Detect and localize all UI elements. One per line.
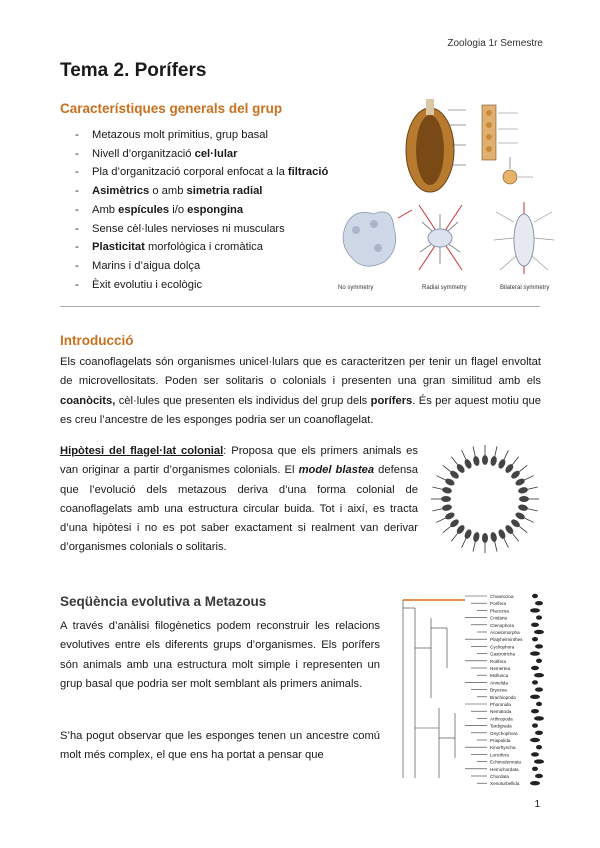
blastea-cell	[455, 524, 466, 536]
tree-taxon-label: Porifera	[490, 601, 507, 607]
blastea-cell	[463, 458, 473, 470]
taxon-silhouette-icon	[534, 759, 544, 763]
symmetry-figure	[334, 200, 560, 295]
blastea-flagellum	[462, 450, 466, 459]
caracteristiques-heading: Característiques generals del grup	[60, 101, 283, 116]
blastea-cell	[444, 511, 456, 521]
taxon-silhouette-icon	[536, 659, 542, 663]
taxon-silhouette-icon	[534, 630, 544, 634]
blastea-flagellum	[473, 542, 475, 552]
taxon-silhouette-icon	[535, 644, 543, 648]
tree-taxon-label: Ctenophora	[490, 622, 515, 628]
tree-taxon-label: Cycliophora	[490, 644, 515, 650]
sequencia-heading: Seqüència evolutiva a Metazous	[60, 594, 267, 609]
blastea-flagellum	[528, 487, 538, 489]
tree-taxon-label: Choanozoa	[490, 594, 514, 599]
blastea-cell	[482, 533, 488, 543]
tree-taxon-label: Nematoda	[490, 709, 512, 715]
taxon-silhouette-icon	[536, 615, 542, 619]
blastea-cell	[472, 455, 480, 466]
taxon-silhouette-icon	[534, 673, 544, 677]
tree-taxon-label: Onychophora	[490, 730, 518, 736]
taxon-silhouette-icon	[531, 623, 539, 627]
tree-taxon-label: Echinodermata	[490, 759, 521, 765]
blastea-flagellum	[504, 539, 508, 548]
blastea-cell	[441, 504, 452, 512]
blastea-flagellum	[512, 457, 518, 465]
blastea-flagellum	[495, 542, 497, 552]
taxon-silhouette-icon	[530, 608, 540, 612]
introduccio-heading: Introducció	[60, 333, 134, 348]
taxon-silhouette-icon	[532, 767, 538, 771]
blastea-cell	[510, 469, 522, 480]
blastea-cell	[514, 477, 526, 487]
tree-taxon-label: Chordata	[490, 774, 509, 779]
blastea-figure	[428, 440, 543, 558]
caracteristica-item: - Èxit evolutiu i ecològic	[60, 276, 350, 295]
blastea-cell	[504, 463, 515, 475]
blastea-flagellum	[504, 450, 508, 459]
blastea-cell	[490, 455, 498, 466]
hipotesi-title: Hipòtesi del flagel·lat colonial	[60, 445, 224, 457]
tree-taxon-label: Loricifera	[490, 752, 509, 758]
blastea-cell	[490, 531, 498, 542]
symmetry-label-radial: Radial symmetry	[422, 285, 467, 291]
blastea-flagellum	[519, 526, 527, 532]
blastea-flagellum	[436, 476, 445, 480]
introduccio-paragraph: Els coanoflagelats són organismes unicel·lulars que es caracteritzen per tenir un flagel envoltat de microvellositats. Poden ser solitaris o colonials i presenten una gran similitud amb els coanòcits, cèl·lules que presenten els individus del grup dels porífers. És per aquest motiu que es creu l’ancestre de les esponges podria ser un coanoflagelat.	[60, 356, 541, 426]
tree-taxon-label: Mollusca	[490, 673, 509, 679]
blastea-flagellum	[432, 509, 442, 511]
blastea-flagellum	[525, 518, 534, 522]
blastea-flagellum	[443, 465, 451, 471]
page-number: 1	[534, 799, 540, 810]
blastea-flagellum	[512, 533, 518, 541]
caracteristica-item: - Plasticitat morfològica i cromàtica	[60, 238, 350, 257]
caracteristiques-list	[60, 126, 350, 294]
taxon-silhouette-icon	[532, 680, 538, 684]
blastea-flagellum	[432, 487, 442, 489]
taxon-silhouette-icon	[535, 731, 543, 735]
tree-taxon-label: Phoronida	[490, 702, 511, 707]
taxon-silhouette-icon	[534, 716, 544, 720]
blastea-flagellum	[451, 533, 457, 541]
taxon-silhouette-icon	[531, 752, 539, 756]
tree-taxon-label: Nemertea	[490, 666, 511, 671]
blastea-cell	[517, 504, 528, 512]
blastea-cell	[519, 496, 529, 502]
blastea-flagellum	[495, 446, 497, 456]
blastea-cell	[514, 511, 526, 521]
tree-taxon-label: Platyhelminthes	[490, 637, 523, 643]
tree-taxon-label: Annelida	[490, 680, 508, 686]
taxon-silhouette-icon	[530, 695, 540, 699]
tree-taxon-label: Rotifera	[490, 658, 507, 664]
blastea-cell	[472, 531, 480, 542]
tree-taxon-label: Xenoturbellida	[490, 781, 520, 787]
blastea-flagellum	[525, 476, 534, 480]
blastea-cell	[497, 528, 507, 540]
taxon-silhouette-icon	[531, 666, 539, 670]
tree-taxon-label: Acoelomorpha	[490, 630, 520, 635]
taxon-silhouette-icon	[531, 709, 539, 713]
caracteristica-item: - Pla d’organització corporal enfocat a la filtració	[60, 163, 350, 182]
taxon-silhouette-icon	[535, 687, 543, 691]
blastea-flagellum	[473, 446, 475, 456]
caracteristica-item: - Metazous molt primitius, grup basal	[60, 126, 350, 145]
blastea-cell	[510, 518, 522, 529]
tree-taxon-label: Gastrotricha	[490, 651, 516, 657]
sequencia-paragraph-2: S’ha pogut observar que les esponges tenen un ancestre comú molt més complex, el que ens ha portat a pensar que	[60, 730, 380, 762]
caracteristica-item: - Sense cèl·lules nervioses ni musculars	[60, 220, 350, 239]
hipotesi-paragraph: Hipòtesi del flagel·lat colonial: Proposa que els primers animals es van originar a partir d’organismes colonials. El model blastea defensa que l’evolució dels metazous deriva d’una forma colonial de coanoflagelats amb una estructura circular buida. Tot i així, es tracta d’una hipòtesi i no es pot saber exactament si realment van derivar d’organismes colonials o solitaris.	[60, 445, 418, 554]
sponge-anatomy-figure	[398, 95, 543, 195]
taxon-silhouette-icon	[536, 745, 542, 749]
blastea-cell	[441, 486, 452, 494]
tree-taxon-label: Priapulida	[490, 738, 511, 743]
blastea-cell	[455, 463, 466, 475]
phylogenetic-tree	[395, 588, 550, 788]
blastea-cell	[504, 524, 515, 536]
blastea-cell	[463, 528, 473, 540]
caracteristica-item: - Amb espícules i/o espongina	[60, 201, 350, 220]
blastea-flagellum	[443, 526, 451, 532]
tree-taxon-label: Cnidaria	[490, 615, 508, 621]
tree-taxon-label: Hemichordata	[490, 766, 519, 772]
blastea-flagellum	[436, 518, 445, 522]
page-title: Tema 2. Porífers	[60, 60, 207, 81]
blastea-cell	[482, 455, 488, 465]
taxon-silhouette-icon	[535, 601, 543, 605]
taxon-silhouette-icon	[530, 781, 540, 785]
blastea-flagellum	[462, 539, 466, 548]
tree-taxon-label: Brachiopoda	[490, 694, 516, 700]
blastea-flagellum	[528, 509, 538, 511]
taxon-silhouette-icon	[532, 637, 538, 641]
blastea-cell	[444, 477, 456, 487]
caracteristica-item: - Marins i d’aigua dolça	[60, 257, 350, 276]
tree-taxon-label: Arthropoda	[490, 716, 513, 722]
tree-taxon-label: Tardigrada	[490, 723, 512, 729]
blastea-cell	[497, 458, 507, 470]
blastea-cell	[441, 496, 451, 502]
sequencia-paragraph-1: A través d’anàlisi filogènetics podem reconstruir les relacions evolutives entre els diferents grups d’organismes. Els porífers són animals amb una estructura molt simple i representen un grup basal que podria ser molt semblant als primers animals.	[60, 620, 380, 690]
blastea-cell	[449, 518, 461, 529]
taxon-silhouette-icon	[535, 774, 543, 778]
tree-taxon-label: Kinorhyncha	[490, 745, 516, 751]
blastea-flagellum	[451, 457, 457, 465]
taxon-silhouette-icon	[536, 702, 542, 706]
symmetry-label-bilateral: Bilateral symmetry	[500, 285, 550, 291]
blastea-flagellum	[519, 465, 527, 471]
taxon-silhouette-icon	[530, 651, 540, 655]
course-header: Zoologia 1r Semestre	[447, 38, 543, 49]
caracteristica-item: - Nivell d’organització cel·lular	[60, 145, 350, 164]
section-divider	[60, 306, 540, 307]
blastea-cell	[517, 486, 528, 494]
caracteristica-item: - Asimètrics o amb simetria radial	[60, 182, 350, 201]
taxon-silhouette-icon	[532, 723, 538, 727]
tree-taxon-label: Placozoa	[490, 608, 509, 614]
taxon-silhouette-icon	[532, 594, 538, 598]
taxon-silhouette-icon	[530, 738, 540, 742]
tree-taxon-label: Bryozoa	[490, 687, 507, 693]
blastea-cell	[449, 469, 461, 480]
symmetry-label-none: No symmetry	[338, 285, 374, 291]
